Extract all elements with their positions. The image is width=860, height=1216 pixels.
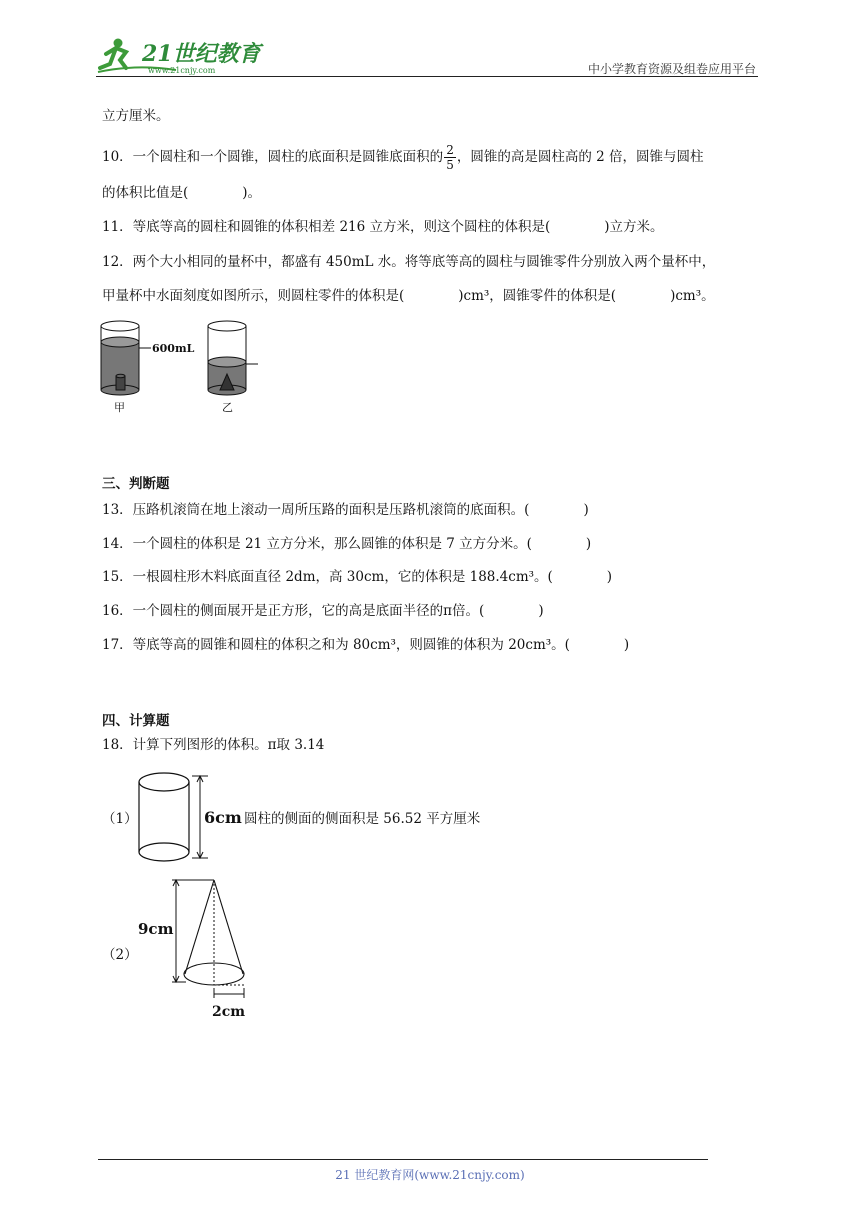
cone-figure xyxy=(136,870,266,1035)
header-platform-text: 中小学教育资源及组卷应用平台 xyxy=(587,62,756,76)
q10-text-b: ，圆锥的高是圆柱高的 2 倍，圆锥与圆柱 xyxy=(456,149,704,165)
footer-text[interactable]: 21 世纪教育网(www.21cnjy.com) xyxy=(335,1168,525,1182)
cone-radius-label: 2cm xyxy=(212,1004,246,1020)
q10-text-a: 10．一个圆柱和一个圆锥，圆柱的底面积是圆锥底面积的 xyxy=(102,149,444,165)
question-17: 17．等底等高的圆锥和圆柱的体积之和为 80cm³，则圆锥的体积为 20cm³。( ) xyxy=(102,637,630,653)
question-16: 16．一个圆柱的侧面展开是正方形，它的高是底面半径的π倍。( ) xyxy=(102,603,544,619)
cup-b-label: 乙 xyxy=(222,401,233,414)
q10-fraction xyxy=(444,143,456,172)
question-12-line1: 12．两个大小相同的量杯中，都盛有 450mL 水。将等底等高的圆柱与圆锥零件分别放入两个量杯中， xyxy=(102,254,716,270)
section-3-title: 三、判断题 xyxy=(102,476,170,492)
question-18: 18．计算下列图形的体积。π取 3.14 xyxy=(102,737,325,753)
carry-over-text: 立方厘米。 xyxy=(102,108,170,124)
question-12-line2: 甲量杯中水面刻度如图所示，则圆柱零件的体积是( )cm³，圆锥零件的体积是( )cm³。 xyxy=(102,288,715,304)
header-divider xyxy=(96,76,758,77)
question-14: 14．一个圆柱的体积是 21 立方分米，那么圆锥的体积是 7 立方分米。( ) xyxy=(102,536,592,552)
q10-fraction-numerator: 2 xyxy=(446,143,454,157)
figure-1-label: （1） xyxy=(102,811,138,827)
question-11: 11．等底等高的圆柱和圆锥的体积相差 216 立方米，则这个圆柱的体积是( )立方米。 xyxy=(102,219,664,235)
logo-text: 21世纪教育 xyxy=(142,41,261,67)
figure-2-label: （2） xyxy=(102,947,138,963)
question-10 xyxy=(102,143,704,172)
question-13: 13．压路机滚筒在地上滚动一周所压路的面积是压路机滚筒的底面积。( ) xyxy=(102,502,589,518)
section-4-title: 四、计算题 xyxy=(102,713,170,729)
logo-subtext: www.21cnjy.com xyxy=(148,66,216,75)
cylinder-height-label: 6cm xyxy=(204,808,242,827)
cylinder-description: 圆柱的侧面的侧面积是 56.52 平方厘米 xyxy=(244,811,481,827)
site-logo xyxy=(96,34,266,78)
cup-a-label: 甲 xyxy=(114,401,125,414)
question-15: 15．一根圆柱形木料底面直径 2dm，高 30cm，它的体积是 188.4cm³。( ) xyxy=(102,569,613,585)
cup-b xyxy=(208,321,258,414)
cone-height-label: 9cm xyxy=(138,920,174,938)
cup-a-mark-label: 600mL xyxy=(152,342,195,355)
footer-divider xyxy=(98,1159,708,1160)
cup-a xyxy=(101,321,195,414)
q10-text-c: 的体积比值是( )。 xyxy=(102,185,262,201)
q10-fraction-denominator: 5 xyxy=(446,158,454,172)
measuring-cups-figure xyxy=(96,318,276,418)
